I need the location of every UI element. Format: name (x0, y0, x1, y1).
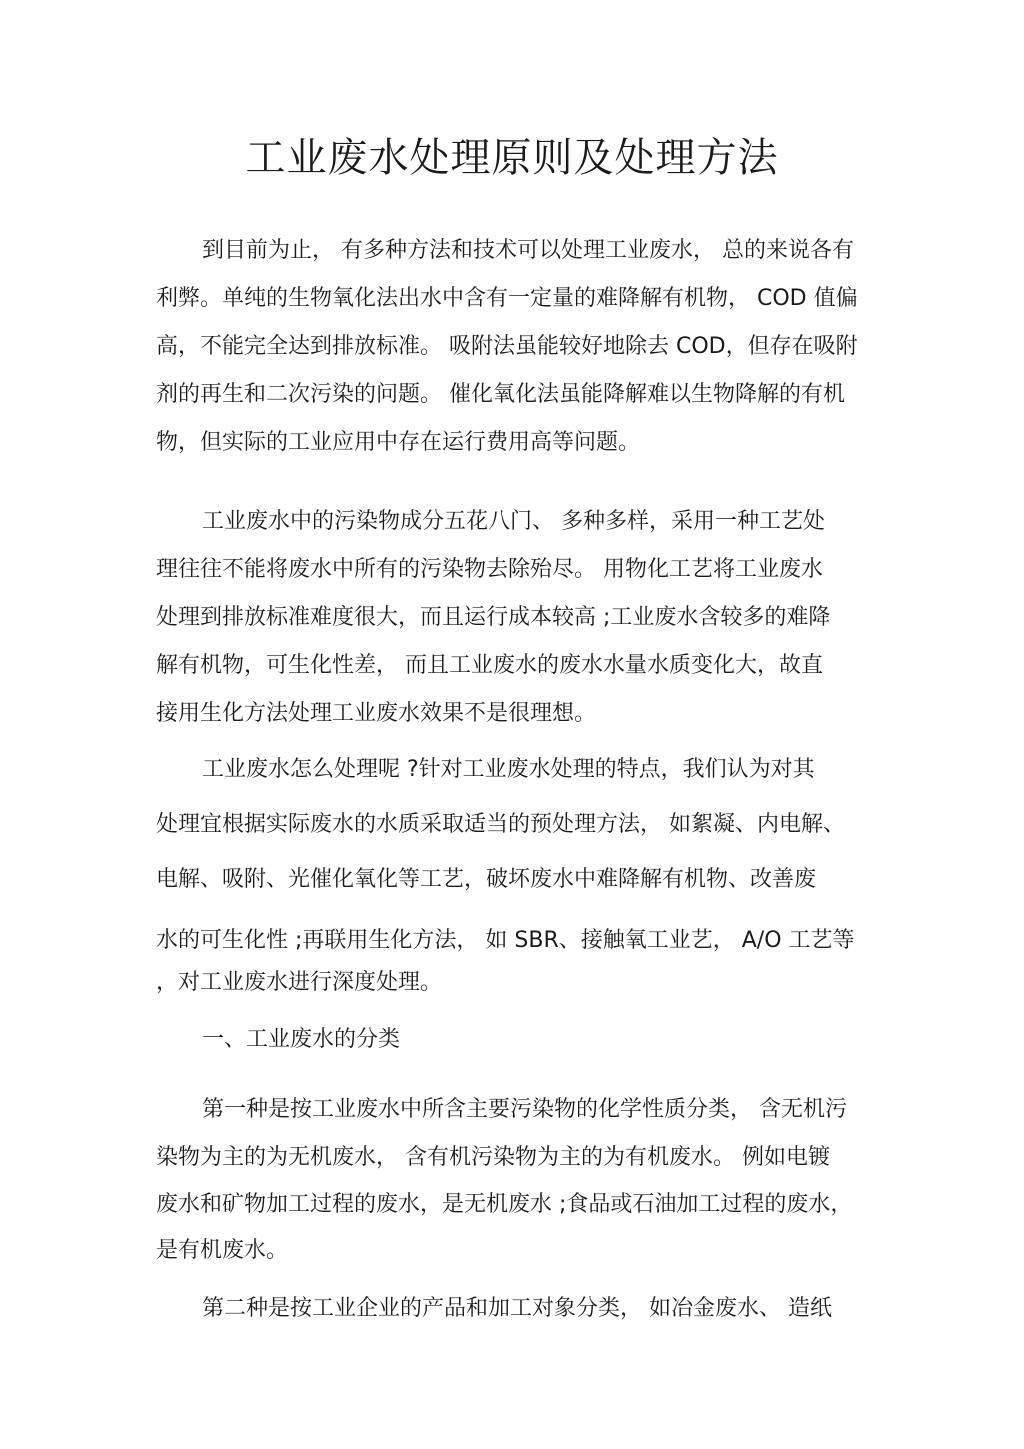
paragraph-line: 理往往不能将废水中所有的污染物去除殆尽。 用物化工艺将工业废水 (156, 557, 823, 582)
paragraph-line: 解有机物，可生化性差， 而且工业废水的废水水量水质变化大，故直 (156, 653, 823, 678)
paragraph-line: 废水和矿物加工过程的废水，是无机废水 ;食品或石油加工过程的废水， (156, 1192, 853, 1217)
paragraph-line: 利弊。单纯的生物氧化法出水中含有一定量的难降解有机物， COD 值偏 (156, 286, 858, 311)
paragraph-line: 到目前为止， 有多种方法和技术可以处理工业废水， 总的来说各有 (202, 238, 854, 263)
paragraph-line: 水的可生化性 ;再联用生化方法， 如 SBR、接触氧工业艺， A/O 工艺等 (156, 928, 855, 953)
paragraph-line: 工业废水中的污染物成分五花八门、 多种多样，采用一种工艺处 (202, 509, 825, 534)
paragraph-line: 第一种是按工业废水中所含主要污染物的化学性质分类， 含无机污 (202, 1097, 847, 1122)
paragraph-line: 电解、吸附、光催化氧化等工艺，破坏废水中难降解有机物、改善废 (156, 867, 817, 892)
section-heading: 一、工业废水的分类 (202, 1027, 401, 1052)
paragraph-line: 物，但实际的工业应用中存在运行费用高等问题。 (156, 430, 641, 455)
paragraph-line: 染物为主的为无机废水， 含有机污染物为主的为有机废水。 例如电镀 (156, 1145, 830, 1170)
paragraph-line: 工业废水怎么处理呢 ?针对工业废水处理的特点，我们认为对其 (202, 757, 815, 782)
paragraph-line: 剂的再生和二次污染的问题。 催化氧化法虽能降解难以生物降解的有机 (156, 382, 845, 407)
paragraph-line: ，对工业废水进行深度处理。 (156, 970, 443, 995)
document-title: 工业废水处理原则及处理方法 (245, 135, 779, 181)
paragraph-line: 高，不能完全达到排放标准。 吸附法虽能较好地除去 COD，但存在吸附 (156, 334, 858, 359)
paragraph-line: 处理到排放标准难度很大，而且运行成本较高 ;工业废水含较多的难降 (156, 605, 831, 630)
paragraph-line: 是有机废水。 (156, 1238, 289, 1263)
paragraph-line: 接用生化方法处理工业废水效果不是很理想。 (156, 701, 597, 726)
paragraph-line: 第二种是按工业企业的产品和加工对象分类， 如冶金废水、 造纸 (202, 1296, 832, 1321)
paragraph-line: 处理宜根据实际废水的水质采取适当的预处理方法， 如絮凝、内电解、 (156, 812, 845, 837)
